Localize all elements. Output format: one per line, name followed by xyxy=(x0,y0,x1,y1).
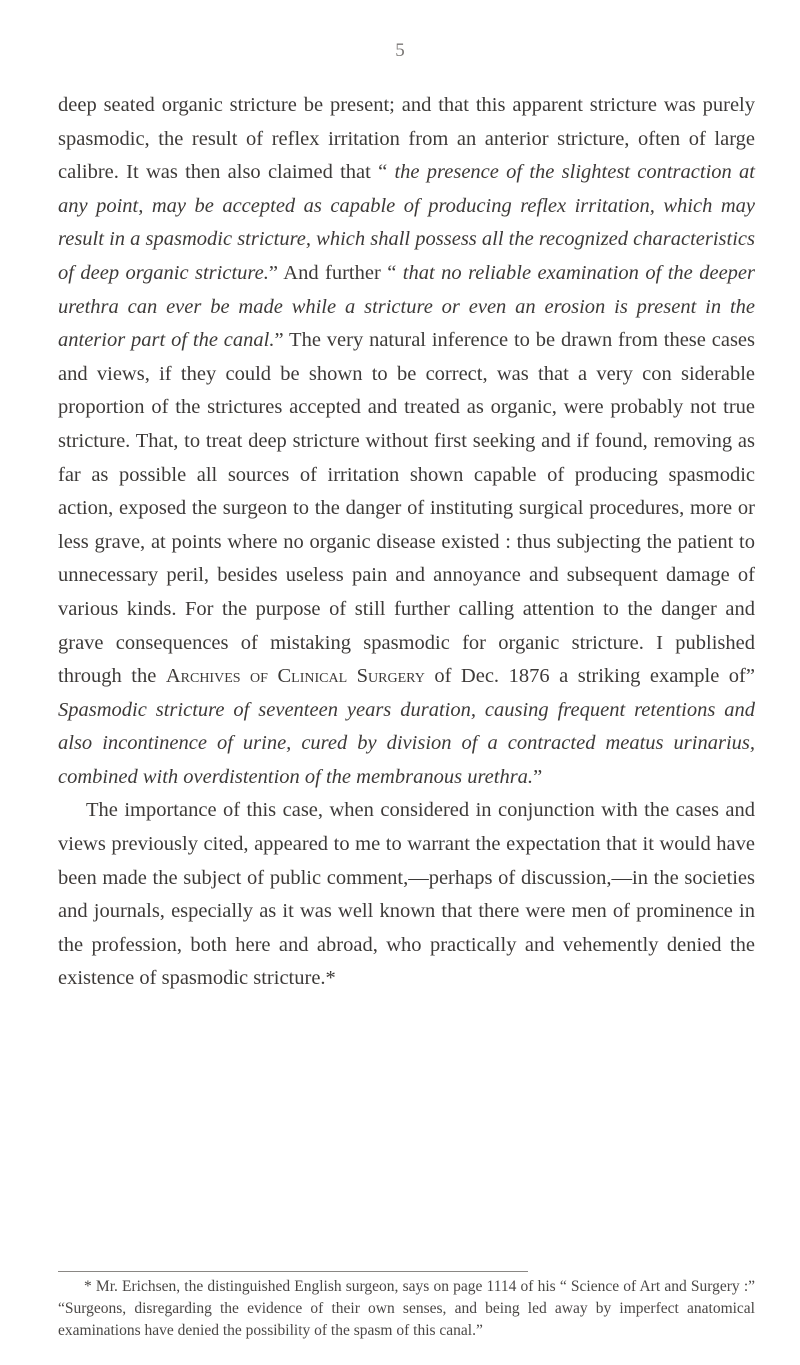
paragraph-1-text-e: ” xyxy=(533,765,543,788)
paragraph-1 xyxy=(58,89,755,794)
quotation-reflex-irritation: the presence of the slightest contraction at any point, may be accepted as capable of producing reflex irritation, which may result in a spasmodic stricture, which shall possess all the recognized characteristics of deep organic stricture. xyxy=(58,161,755,284)
footnote: * Mr. Erichsen, the distinguished English surgeon, says on page 1114 of his “ Science of Art and Surgery :” “Surgeons, disregarding the evidence of their own senses, and being led away by imperfect anatomical examinations have denied the possibility of the spasm of this canal.” xyxy=(58,1278,755,1339)
paragraph-1-text-d: of Dec. 1876 a striking example of” xyxy=(424,665,755,688)
quotation-urethra-examination: that no reliable examination of the deeper urethra can ever be made while a stricture or even an erosion is present in the anterior part of the canal. xyxy=(58,261,755,352)
journal-name: Archives of Clinical Surgery xyxy=(165,665,425,688)
article-title: Spasmodic stricture of seventeen years duration, causing frequent retentions and also incontinence of urine, cured by division of a contracted meatus urinarius, combined with overdistention of the membranous urethra. xyxy=(58,698,755,788)
paragraph-2: The importance of this case, when considered in conjunction with the cases and views previously cited, appeared to me to warrant the expectation that it would have been made the subject of public comment,—perhaps of discussion,—in the societies and journals, especially as it was well known that there were men of prominence in the profession, both here and abroad, who practically and vehemently denied the existence of spasmodic stricture.* xyxy=(58,799,755,990)
paragraph-1-text-c: ” The very natural inference to be drawn from these cases and views, if they could be shown to be correct, was that a very con siderable proportion of the strictures accepted and treated as organic, were probably not true stricture. That, to treat deep stricture without first seeking and if found, removing as far as possible all sources of irritation shown capable of producing spasmodic action, exposed the surgeon to the danger of instituting surgical procedures, more or less grave, at points where no organic disease existed : thus subjecting the patient to unnecessary peril, besides useless pain and annoyance and subsequent damage of various kinds. For the purpose of still further calling attention to the danger and grave consequences of mistaking spasmodic for organic stricture. I published through the xyxy=(58,329,755,688)
page-number: 5 xyxy=(395,40,405,61)
footnote-divider xyxy=(58,1271,528,1272)
paragraph-1-text-b: ” And further “ xyxy=(268,261,403,284)
paragraph-1-text-a: deep seated organic stricture be present; and that this apparent stricture was purely spasmodic, the result of reflex irritation from an anterior stricture, often of large calibre. It was then also claimed that “ xyxy=(58,94,755,184)
body-text xyxy=(58,89,755,996)
